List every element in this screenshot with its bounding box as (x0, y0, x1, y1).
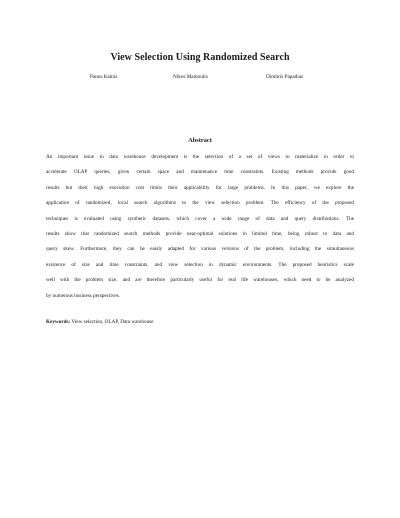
paper-title: View Selection Using Randomized Search (110, 52, 290, 63)
abstract-line: An important issue in data warehouse development is the selection of a set of views to materialize in order to (46, 154, 354, 160)
author-name: Panos Kalnis (90, 74, 118, 80)
author-name: Dimitris Papadias (266, 74, 304, 80)
abstract-line: accelerate OLAP queries, given certain space and maintenance time constraints. Existing methods provide good (46, 169, 354, 176)
keywords-text: View selection, OLAP, Data warehouse (71, 319, 154, 325)
abstract-line: results but their high execution cost limits their applicability for large problems. In this paper, we explore the (46, 184, 354, 191)
keywords-label: Keywords: (46, 319, 71, 325)
abstract-line: application of randomized, local search algorithms to the view selection problem. The efficiency of the proposed (46, 200, 354, 207)
abstract-line: query skew. Furthermore, they can be easily adapted for various versions of the problem, including the simultaneous (46, 246, 354, 253)
abstract-line: by numerous business perspectives. (46, 292, 121, 299)
abstract-heading: Abstract (188, 137, 212, 144)
abstract-line: results show that randomized search methods provide near-optimal solutions in limited time, being robust to data and (46, 230, 354, 237)
author-name: Nikos Mamoulis (173, 74, 208, 80)
abstract-body (46, 154, 354, 308)
abstract-line: existence of size and time constraints, and view selection in dynamic environments. The proposed heuristics scale (46, 261, 354, 268)
abstract-line: well with the problem size, and are therefore particularly useful for real life warehouses, which need to be analyzed (46, 277, 354, 284)
abstract-line: techniques is evaluated using synthetic datasets, which cover a wide range of data and query distributions. The (46, 215, 354, 222)
author-list (0, 74, 400, 84)
keywords (46, 319, 354, 325)
